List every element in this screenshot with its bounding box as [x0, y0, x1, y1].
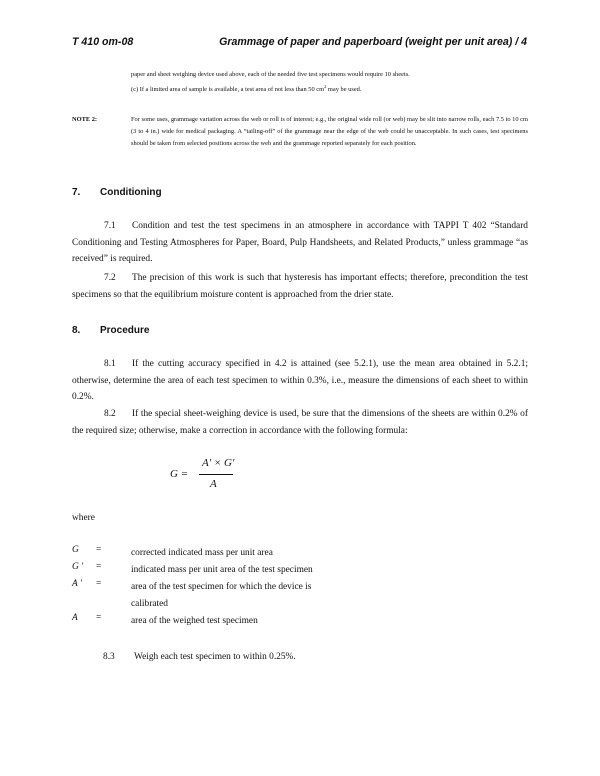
grammage-formula [170, 453, 240, 499]
paragraph-8-2: 8.2 If the special sheet-weighing device is used, be sure that the dimensions of the sheets are within 0.2% of the required size; otherwise, make a correction in accordance with the following formula: [72, 409, 528, 436]
definition-row: G = corrected indicated mass per unit area [72, 545, 273, 558]
note-label: NOTE 2: [72, 116, 98, 123]
paragraph-8-1: 8.1 If the cutting accuracy specified in 4.2 is attained (see 5.2.1), use the mean area obtained in 5.2.1; otherwise, determine the area of each test specimen to within 0.3%, i.e., measure the dimensions of each sheet to within 0.2%. [72, 359, 528, 402]
formula-numerator: A′ × G′ [202, 457, 235, 469]
section-7-heading: 7. Conditioning [72, 187, 162, 198]
paragraph-7-2: 7.2 The precision of this work is such that hysteresis has important effects; therefore, precondition the test specimens so that the equilibrium moisture content is approached from the drier state. [72, 273, 528, 300]
formula-lhs: G = [170, 468, 189, 480]
definition-row: A ′ = area of the test specimen for which the device is calibrated [72, 579, 312, 609]
where-label: where [72, 513, 95, 523]
formula-denominator: A [210, 478, 217, 490]
section-8-heading: 8. Procedure [72, 325, 150, 336]
header-right: Grammage of paper and paperboard (weight per unit area) / 4 [219, 36, 527, 48]
continuation-text [131, 69, 528, 96]
note-text: For some uses, grammage variation across the web or roll is of interest; e.g., the original wide roll (or web) may be slit into narrow rolls, each 7.5 to 10 cm (3 to 4 in.) wide for medical packaging. A “tailing-off” of the grammage near the edge of the web could be unacceptable. In such cases, test specimens should be taken from selected positions across the web and the grammage reported separately for each position. [131, 116, 528, 147]
definition-row: A = area of the weighed test specimen [72, 613, 258, 626]
fraction-bar [199, 474, 233, 475]
paragraph-8-3: 8.3 Weigh each test specimen to within 0.25%. [103, 652, 296, 662]
definition-row: G ′ = indicated mass per unit area of the test specimen [72, 562, 313, 575]
running-header [72, 36, 527, 48]
definitions-list [72, 545, 532, 630]
paragraph-7-1: 7.1 Condition and test the test specimens in an atmosphere in accordance with TAPPI T 402 “Standard Conditioning and Testing Atmospheres for Paper, Board, Pulp Handsheets, and Related Products,” unless grammage “as received” is required. [72, 221, 528, 264]
item-c: (c) If a limited area of sample is available, a test area of not less than 50 $cm^2$ may be used. [131, 84, 362, 93]
continuation-line: paper and sheet weighing device used above, each of the needed five test specimens would require 10 sheets. [131, 71, 410, 78]
header-left: T 410 om-08 [72, 36, 134, 48]
